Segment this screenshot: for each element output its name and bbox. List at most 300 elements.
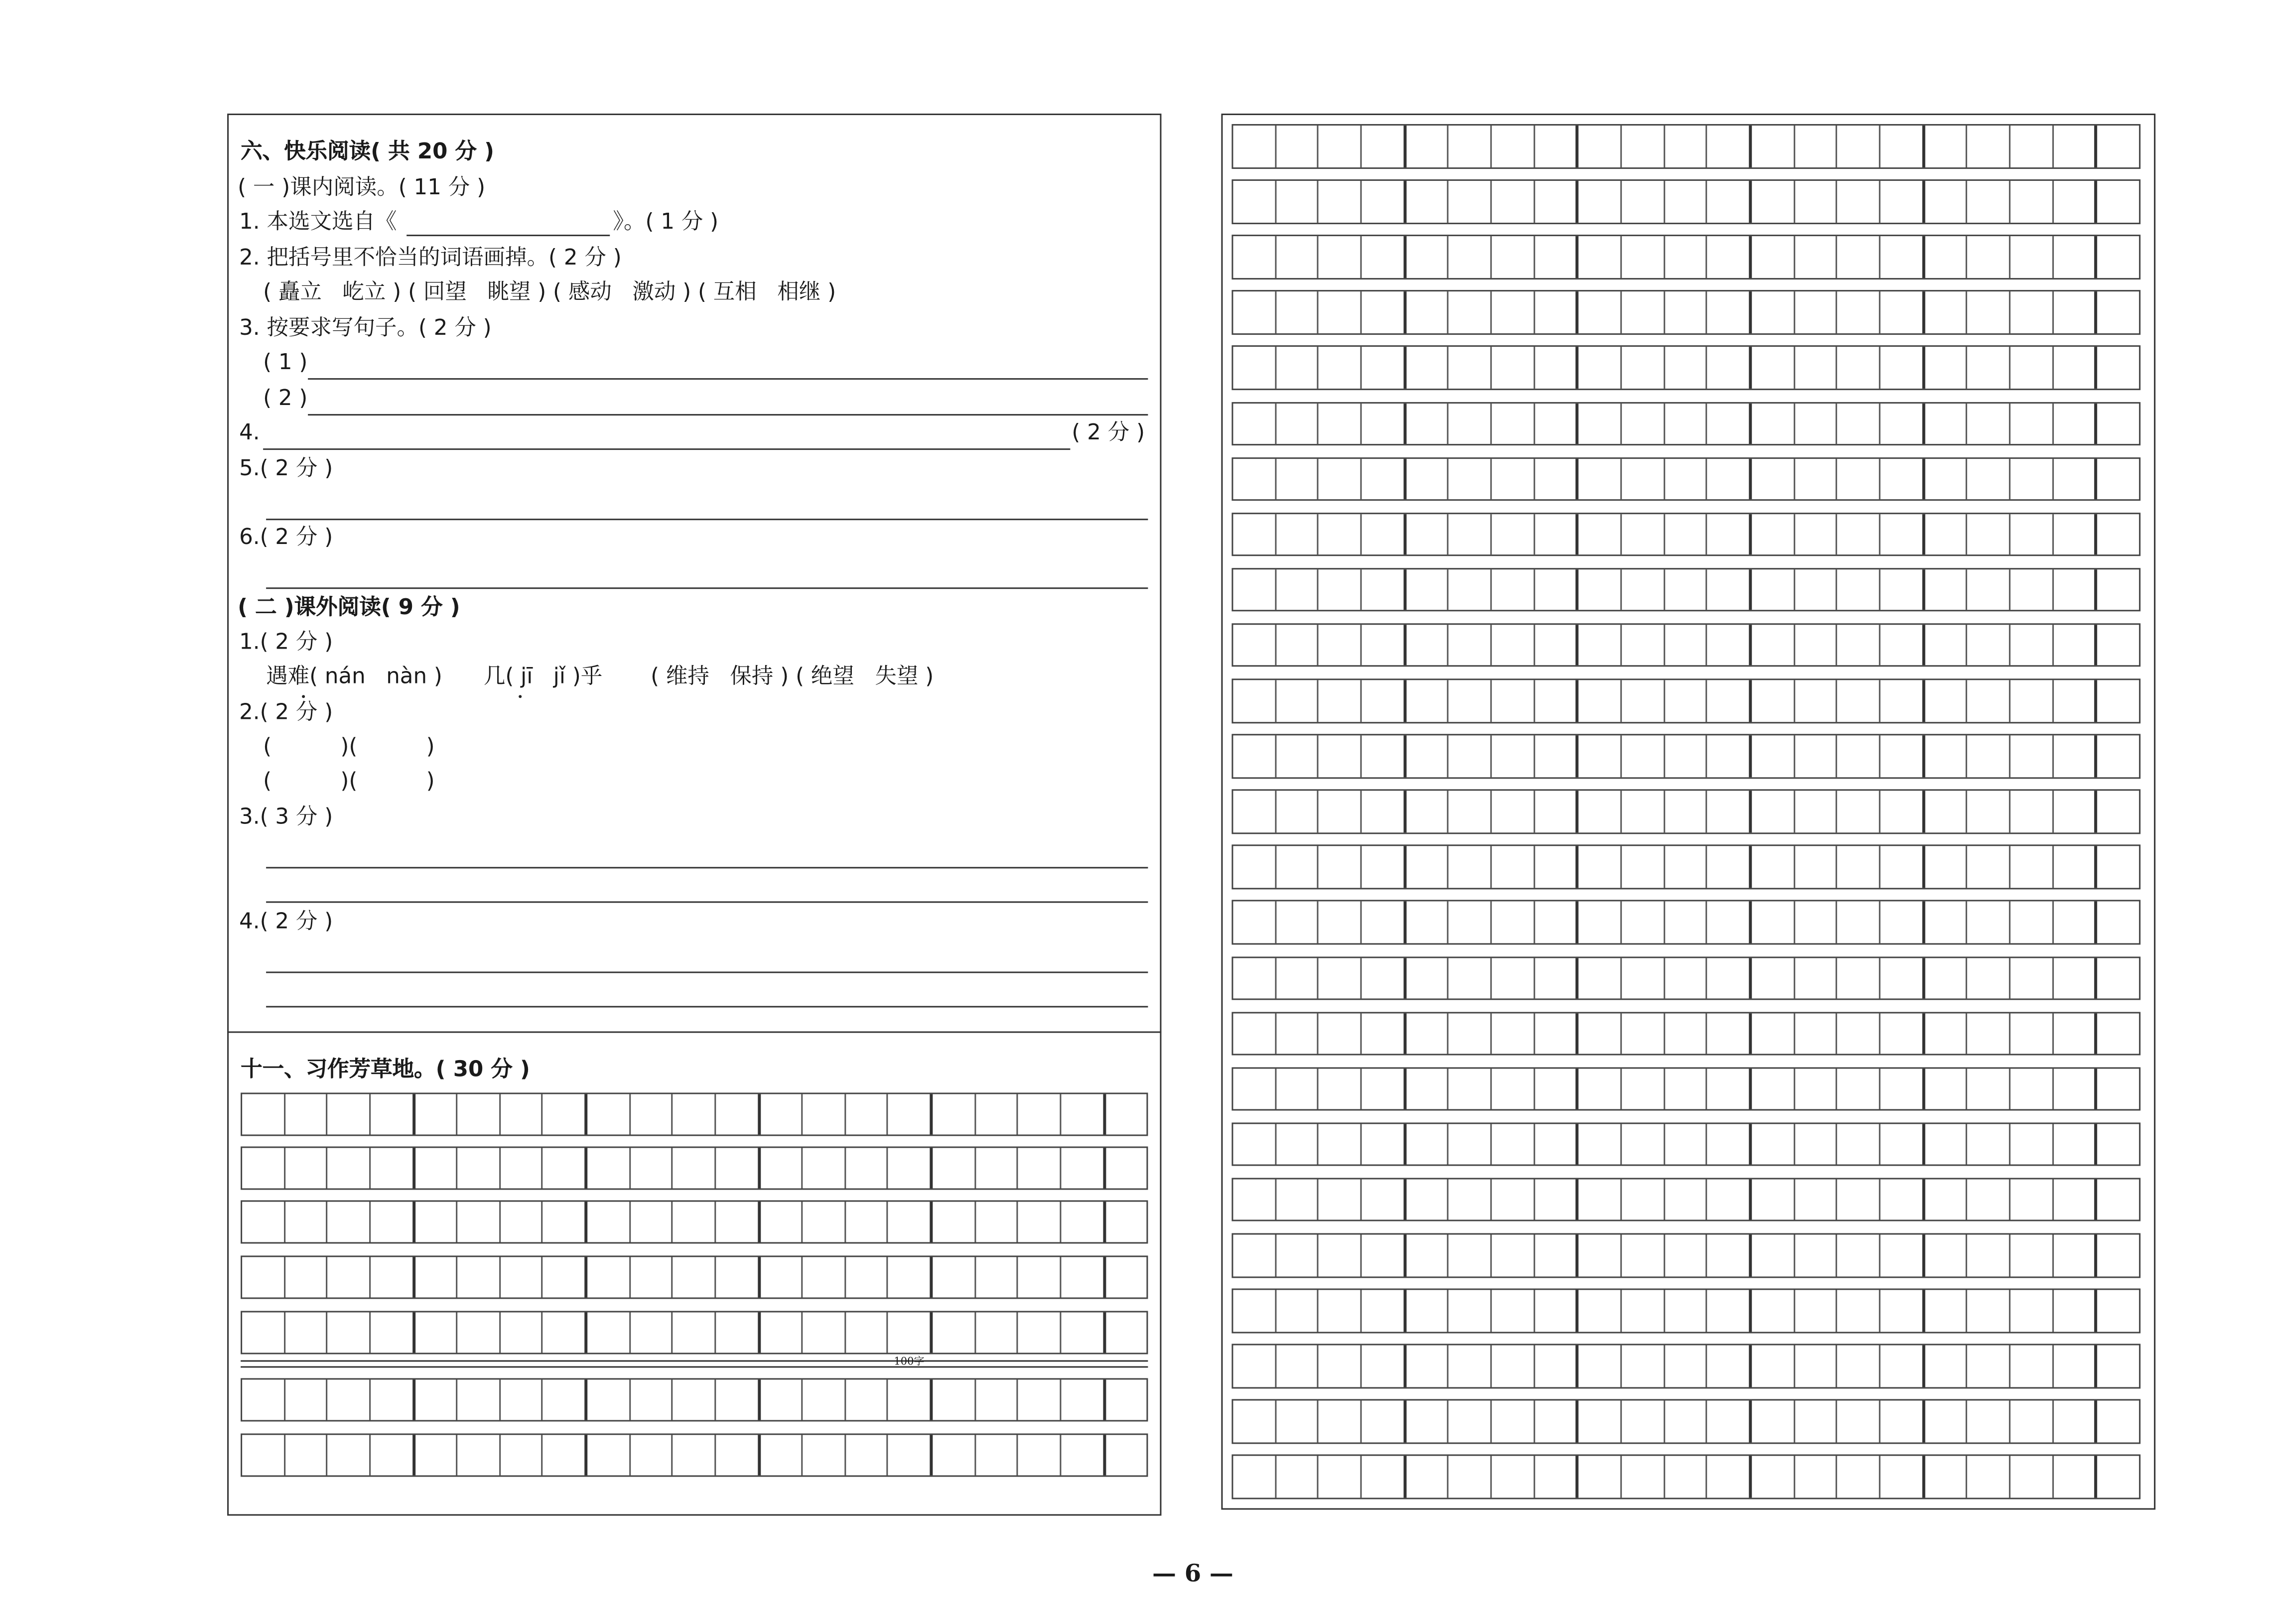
grid-cell[interactable] [716, 1148, 760, 1188]
grid-cell[interactable] [1968, 292, 2011, 333]
grid-cell[interactable] [1406, 1346, 1449, 1387]
grid-cell[interactable] [1449, 458, 1492, 500]
grid-cell[interactable] [328, 1435, 371, 1476]
grid-cell[interactable] [1881, 736, 1925, 777]
grid-cell[interactable] [285, 1202, 328, 1242]
grid-cell[interactable] [1708, 1457, 1752, 1498]
grid-cell[interactable] [1233, 1457, 1276, 1498]
grid-cell[interactable] [1881, 1013, 1925, 1054]
grid-cell[interactable] [1752, 1234, 1795, 1276]
grid-cell[interactable] [1881, 625, 1925, 666]
grid-cell[interactable] [543, 1435, 587, 1476]
grid-cell[interactable] [1362, 1457, 1406, 1498]
grid-cell[interactable] [1449, 1401, 1492, 1442]
grid-cell[interactable] [1925, 736, 1968, 777]
grid-cell[interactable] [1708, 902, 1752, 943]
grid-cell[interactable] [1492, 237, 1535, 278]
grid-cell[interactable] [1233, 181, 1276, 222]
grid-cell[interactable] [1579, 680, 1622, 721]
grid-cell[interactable] [1881, 1179, 1925, 1220]
grid-cell[interactable] [1319, 347, 1362, 389]
grid-cell[interactable] [1233, 1346, 1276, 1387]
grid-cell[interactable] [803, 1202, 846, 1242]
grid-cell[interactable] [1233, 1290, 1276, 1332]
grid-cell[interactable] [1579, 292, 1622, 333]
grid-cell[interactable] [1233, 1179, 1276, 1220]
grid-cell[interactable] [1968, 1179, 2011, 1220]
grid-cell[interactable] [1362, 1179, 1406, 1220]
grid-cell[interactable] [1968, 458, 2011, 500]
grid-cell[interactable] [1061, 1202, 1105, 1242]
grid-cell[interactable] [1018, 1202, 1061, 1242]
grid-cell[interactable] [1362, 403, 1406, 444]
grid-cell[interactable] [1665, 458, 1708, 500]
grid-cell[interactable] [1276, 237, 1319, 278]
grid-cell[interactable] [1362, 680, 1406, 721]
grid-cell[interactable] [1276, 1290, 1319, 1332]
part2-q4-line1[interactable] [266, 971, 1148, 973]
grid-cell[interactable] [1622, 1457, 1665, 1498]
grid-cell[interactable] [888, 1202, 933, 1242]
grid-cell[interactable] [2098, 237, 2139, 278]
grid-cell[interactable] [1449, 791, 1492, 832]
grid-cell[interactable] [2098, 126, 2139, 167]
grid-cell[interactable] [1233, 1068, 1276, 1109]
grid-cell[interactable] [1406, 736, 1449, 777]
grid-cell[interactable] [543, 1148, 587, 1188]
grid-cell[interactable] [1535, 1179, 1579, 1220]
grid-cell[interactable] [2053, 625, 2098, 666]
grid-cell[interactable] [1276, 680, 1319, 721]
grid-cell[interactable] [1708, 458, 1752, 500]
grid-cell[interactable] [803, 1094, 846, 1134]
grid-cell[interactable] [1579, 569, 1622, 611]
grid-cell[interactable] [1925, 957, 1968, 999]
grid-cell[interactable] [1752, 1179, 1795, 1220]
grid-cell[interactable] [1449, 1124, 1492, 1165]
grid-cell[interactable] [1665, 791, 1708, 832]
grid-cell[interactable] [1449, 514, 1492, 555]
grid-cell[interactable] [1795, 181, 1838, 222]
grid-cell[interactable] [415, 1094, 458, 1134]
grid-cell[interactable] [2098, 403, 2139, 444]
grid-cell[interactable] [1105, 1202, 1147, 1242]
grid-cell[interactable] [1795, 1013, 1838, 1054]
grid-cell[interactable] [1492, 569, 1535, 611]
grid-cell[interactable] [1319, 1013, 1362, 1054]
grid-cell[interactable] [1449, 569, 1492, 611]
grid-cell[interactable] [1708, 680, 1752, 721]
grid-cell[interactable] [2011, 292, 2053, 333]
grid-cell[interactable] [1925, 181, 1968, 222]
grid-cell[interactable] [1838, 1290, 1881, 1332]
grid-cell[interactable] [1795, 403, 1838, 444]
grid-cell[interactable] [1708, 1179, 1752, 1220]
grid-cell[interactable] [1838, 736, 1881, 777]
grid-cell[interactable] [2098, 1346, 2139, 1387]
grid-cell[interactable] [2053, 736, 2098, 777]
grid-cell[interactable] [1319, 680, 1362, 721]
grid-cell[interactable] [1105, 1148, 1147, 1188]
grid-cell[interactable] [1061, 1094, 1105, 1134]
grid-cell[interactable] [1752, 1068, 1795, 1109]
grid-cell[interactable] [1752, 846, 1795, 888]
grid-cell[interactable] [1795, 1234, 1838, 1276]
grid-cell[interactable] [242, 1148, 285, 1188]
grid-cell[interactable] [1449, 1068, 1492, 1109]
grid-cell[interactable] [2053, 846, 2098, 888]
grid-cell[interactable] [1276, 625, 1319, 666]
grid-cell[interactable] [1881, 957, 1925, 999]
grid-cell[interactable] [760, 1313, 803, 1353]
grid-cell[interactable] [1535, 1457, 1579, 1498]
grid-cell[interactable] [458, 1257, 501, 1298]
grid-cell[interactable] [1968, 1013, 2011, 1054]
grid-cell[interactable] [888, 1380, 933, 1420]
grid-cell[interactable] [1406, 680, 1449, 721]
grid-cell[interactable] [1579, 458, 1622, 500]
grid-cell[interactable] [1665, 902, 1708, 943]
grid-cell[interactable] [1838, 181, 1881, 222]
grid-cell[interactable] [1795, 902, 1838, 943]
grid-cell[interactable] [846, 1313, 889, 1353]
grid-cell[interactable] [1406, 458, 1449, 500]
grid-cell[interactable] [1535, 514, 1579, 555]
grid-cell[interactable] [1535, 458, 1579, 500]
grid-cell[interactable] [1881, 347, 1925, 389]
grid-cell[interactable] [500, 1435, 543, 1476]
grid-cell[interactable] [1362, 1290, 1406, 1332]
grid-cell[interactable] [975, 1380, 1018, 1420]
grid-cell[interactable] [2053, 237, 2098, 278]
grid-cell[interactable] [1665, 736, 1708, 777]
grid-cell[interactable] [1752, 347, 1795, 389]
grid-cell[interactable] [1665, 1124, 1708, 1165]
grid-cell[interactable] [1881, 292, 1925, 333]
grid-cell[interactable] [1233, 1401, 1276, 1442]
grid-cell[interactable] [1665, 625, 1708, 666]
part1-q5-line[interactable] [266, 519, 1148, 520]
grid-cell[interactable] [1881, 403, 1925, 444]
grid-cell[interactable] [716, 1257, 760, 1298]
grid-cell[interactable] [1579, 1234, 1622, 1276]
grid-cell[interactable] [1276, 846, 1319, 888]
grid-cell[interactable] [1968, 1401, 2011, 1442]
grid-cell[interactable] [1406, 791, 1449, 832]
grid-cell[interactable] [1838, 1179, 1881, 1220]
grid-cell[interactable] [1579, 126, 1622, 167]
grid-cell[interactable] [1622, 1234, 1665, 1276]
grid-cell[interactable] [2011, 181, 2053, 222]
grid-cell[interactable] [2098, 1401, 2139, 1442]
grid-cell[interactable] [242, 1257, 285, 1298]
grid-cell[interactable] [803, 1380, 846, 1420]
grid-cell[interactable] [1579, 1290, 1622, 1332]
grid-cell[interactable] [2011, 1068, 2053, 1109]
grid-cell[interactable] [1579, 237, 1622, 278]
grid-cell[interactable] [1925, 237, 1968, 278]
grid-cell[interactable] [1752, 1290, 1795, 1332]
grid-cell[interactable] [1968, 791, 2011, 832]
grid-cell[interactable] [803, 1435, 846, 1476]
grid-cell[interactable] [1665, 569, 1708, 611]
grid-cell[interactable] [1362, 237, 1406, 278]
grid-cell[interactable] [1752, 569, 1795, 611]
grid-cell[interactable] [1319, 1179, 1362, 1220]
grid-cell[interactable] [1406, 1068, 1449, 1109]
grid-cell[interactable] [1795, 514, 1838, 555]
grid-cell[interactable] [1535, 292, 1579, 333]
grid-cell[interactable] [630, 1202, 673, 1242]
grid-cell[interactable] [1665, 957, 1708, 999]
grid-cell[interactable] [2053, 292, 2098, 333]
grid-cell[interactable] [803, 1257, 846, 1298]
grid-cell[interactable] [1276, 736, 1319, 777]
grid-cell[interactable] [371, 1435, 415, 1476]
grid-cell[interactable] [1665, 126, 1708, 167]
grid-cell[interactable] [1492, 347, 1535, 389]
grid-cell[interactable] [1492, 1401, 1535, 1442]
grid-cell[interactable] [1276, 347, 1319, 389]
grid-cell[interactable] [1838, 1234, 1881, 1276]
grid-cell[interactable] [2053, 1068, 2098, 1109]
grid-cell[interactable] [1319, 736, 1362, 777]
grid-cell[interactable] [630, 1313, 673, 1353]
grid-cell[interactable] [1622, 458, 1665, 500]
grid-cell[interactable] [1881, 458, 1925, 500]
grid-cell[interactable] [371, 1202, 415, 1242]
grid-cell[interactable] [975, 1257, 1018, 1298]
grid-cell[interactable] [371, 1257, 415, 1298]
grid-cell[interactable] [1449, 292, 1492, 333]
grid-cell[interactable] [2053, 126, 2098, 167]
grid-cell[interactable] [1708, 569, 1752, 611]
grid-cell[interactable] [500, 1313, 543, 1353]
grid-cell[interactable] [1535, 237, 1579, 278]
grid-cell[interactable] [415, 1148, 458, 1188]
grid-cell[interactable] [458, 1313, 501, 1353]
grid-cell[interactable] [1406, 625, 1449, 666]
grid-cell[interactable] [1319, 1290, 1362, 1332]
grid-cell[interactable] [1406, 902, 1449, 943]
grid-cell[interactable] [1233, 957, 1276, 999]
grid-cell[interactable] [2053, 902, 2098, 943]
grid-cell[interactable] [1362, 1124, 1406, 1165]
grid-cell[interactable] [760, 1094, 803, 1134]
grid-cell[interactable] [1925, 1457, 1968, 1498]
grid-cell[interactable] [1535, 181, 1579, 222]
grid-cell[interactable] [371, 1380, 415, 1420]
grid-cell[interactable] [1449, 1179, 1492, 1220]
grid-cell[interactable] [888, 1435, 933, 1476]
grid-cell[interactable] [2011, 1124, 2053, 1165]
grid-cell[interactable] [1362, 347, 1406, 389]
grid-cell[interactable] [1968, 846, 2011, 888]
grid-cell[interactable] [328, 1094, 371, 1134]
grid-cell[interactable] [1579, 902, 1622, 943]
grid-cell[interactable] [1319, 237, 1362, 278]
grid-cell[interactable] [1622, 625, 1665, 666]
grid-cell[interactable] [2098, 1290, 2139, 1332]
grid-cell[interactable] [1406, 1013, 1449, 1054]
grid-cell[interactable] [2098, 736, 2139, 777]
grid-cell[interactable] [888, 1148, 933, 1188]
grid-cell[interactable] [1881, 1124, 1925, 1165]
grid-cell[interactable] [2011, 1013, 2053, 1054]
grid-cell[interactable] [1968, 957, 2011, 999]
grid-cell[interactable] [1276, 1124, 1319, 1165]
grid-cell[interactable] [1362, 625, 1406, 666]
grid-cell[interactable] [1276, 1234, 1319, 1276]
grid-cell[interactable] [1535, 680, 1579, 721]
grid-cell[interactable] [1362, 1013, 1406, 1054]
grid-cell[interactable] [1838, 1068, 1881, 1109]
grid-cell[interactable] [1622, 1401, 1665, 1442]
grid-cell[interactable] [1276, 1013, 1319, 1054]
grid-cell[interactable] [1276, 1457, 1319, 1498]
grid-cell[interactable] [1752, 1013, 1795, 1054]
grid-cell[interactable] [975, 1313, 1018, 1353]
grid-cell[interactable] [1535, 126, 1579, 167]
grid-cell[interactable] [1838, 403, 1881, 444]
grid-cell[interactable] [1881, 846, 1925, 888]
grid-cell[interactable] [1449, 736, 1492, 777]
grid-cell[interactable] [1795, 957, 1838, 999]
grid-cell[interactable] [1925, 1401, 1968, 1442]
grid-cell[interactable] [1276, 292, 1319, 333]
grid-cell[interactable] [1708, 403, 1752, 444]
grid-cell[interactable] [673, 1257, 716, 1298]
grid-cell[interactable] [371, 1148, 415, 1188]
grid-cell[interactable] [543, 1257, 587, 1298]
grid-cell[interactable] [1968, 126, 2011, 167]
grid-cell[interactable] [2098, 514, 2139, 555]
grid-cell[interactable] [1925, 791, 1968, 832]
grid-cell[interactable] [630, 1257, 673, 1298]
grid-cell[interactable] [1319, 846, 1362, 888]
grid-cell[interactable] [2011, 957, 2053, 999]
grid-cell[interactable] [1233, 1013, 1276, 1054]
grid-cell[interactable] [846, 1202, 889, 1242]
grid-cell[interactable] [1752, 625, 1795, 666]
grid-cell[interactable] [1622, 292, 1665, 333]
grid-cell[interactable] [1535, 957, 1579, 999]
grid-cell[interactable] [500, 1148, 543, 1188]
grid-cell[interactable] [371, 1094, 415, 1134]
grid-cell[interactable] [1233, 1234, 1276, 1276]
grid-cell[interactable] [1622, 957, 1665, 999]
grid-cell[interactable] [1579, 736, 1622, 777]
grid-cell[interactable] [1061, 1435, 1105, 1476]
grid-cell[interactable] [1708, 1068, 1752, 1109]
grid-cell[interactable] [1406, 1457, 1449, 1498]
grid-cell[interactable] [1233, 403, 1276, 444]
grid-cell[interactable] [415, 1313, 458, 1353]
grid-cell[interactable] [1233, 625, 1276, 666]
grid-cell[interactable] [1925, 458, 1968, 500]
grid-cell[interactable] [1838, 846, 1881, 888]
grid-cell[interactable] [1665, 514, 1708, 555]
grid-cell[interactable] [1968, 347, 2011, 389]
grid-cell[interactable] [1622, 403, 1665, 444]
grid-cell[interactable] [242, 1094, 285, 1134]
grid-cell[interactable] [2011, 347, 2053, 389]
grid-cell[interactable] [1752, 902, 1795, 943]
grid-cell[interactable] [2053, 1346, 2098, 1387]
grid-cell[interactable] [1622, 1068, 1665, 1109]
grid-cell[interactable] [1795, 1179, 1838, 1220]
grid-cell[interactable] [2053, 569, 2098, 611]
grid-cell[interactable] [1362, 126, 1406, 167]
grid-cell[interactable] [933, 1202, 975, 1242]
grid-cell[interactable] [543, 1313, 587, 1353]
grid-cell[interactable] [1665, 237, 1708, 278]
grid-cell[interactable] [1622, 1179, 1665, 1220]
grid-cell[interactable] [1276, 1179, 1319, 1220]
grid-cell[interactable] [1968, 1234, 2011, 1276]
grid-cell[interactable] [1795, 458, 1838, 500]
grid-cell[interactable] [1665, 403, 1708, 444]
grid-cell[interactable] [630, 1435, 673, 1476]
grid-cell[interactable] [1362, 1234, 1406, 1276]
grid-cell[interactable] [1795, 237, 1838, 278]
grid-cell[interactable] [1492, 1457, 1535, 1498]
grid-cell[interactable] [1925, 680, 1968, 721]
grid-cell[interactable] [1233, 902, 1276, 943]
grid-cell[interactable] [1708, 1290, 1752, 1332]
grid-cell[interactable] [587, 1094, 630, 1134]
grid-cell[interactable] [1795, 126, 1838, 167]
grid-cell[interactable] [630, 1148, 673, 1188]
grid-cell[interactable] [1968, 680, 2011, 721]
grid-cell[interactable] [1535, 791, 1579, 832]
grid-cell[interactable] [1579, 625, 1622, 666]
grid-cell[interactable] [2011, 625, 2053, 666]
part2-q3-line2[interactable] [266, 901, 1148, 903]
grid-cell[interactable] [2053, 1290, 2098, 1332]
grid-cell[interactable] [1105, 1313, 1147, 1353]
grid-cell[interactable] [1406, 1124, 1449, 1165]
grid-cell[interactable] [587, 1313, 630, 1353]
grid-cell[interactable] [1665, 1346, 1708, 1387]
grid-cell[interactable] [2053, 514, 2098, 555]
grid-cell[interactable] [1233, 292, 1276, 333]
grid-cell[interactable] [1838, 458, 1881, 500]
grid-cell[interactable] [1276, 514, 1319, 555]
grid-cell[interactable] [2053, 1179, 2098, 1220]
grid-cell[interactable] [2011, 126, 2053, 167]
grid-cell[interactable] [242, 1202, 285, 1242]
grid-cell[interactable] [1795, 1124, 1838, 1165]
grid-cell[interactable] [1319, 1068, 1362, 1109]
grid-cell[interactable] [1362, 569, 1406, 611]
grid-cell[interactable] [2011, 569, 2053, 611]
grid-cell[interactable] [1406, 126, 1449, 167]
grid-cell[interactable] [1406, 1401, 1449, 1442]
grid-cell[interactable] [1838, 902, 1881, 943]
grid-cell[interactable] [1105, 1435, 1147, 1476]
grid-cell[interactable] [1319, 458, 1362, 500]
grid-cell[interactable] [1838, 1124, 1881, 1165]
grid-cell[interactable] [1276, 902, 1319, 943]
grid-cell[interactable] [1535, 902, 1579, 943]
grid-cell[interactable] [933, 1148, 975, 1188]
grid-cell[interactable] [1968, 625, 2011, 666]
grid-cell[interactable] [1795, 791, 1838, 832]
grid-cell[interactable] [1708, 1234, 1752, 1276]
grid-cell[interactable] [587, 1202, 630, 1242]
grid-cell[interactable] [587, 1435, 630, 1476]
